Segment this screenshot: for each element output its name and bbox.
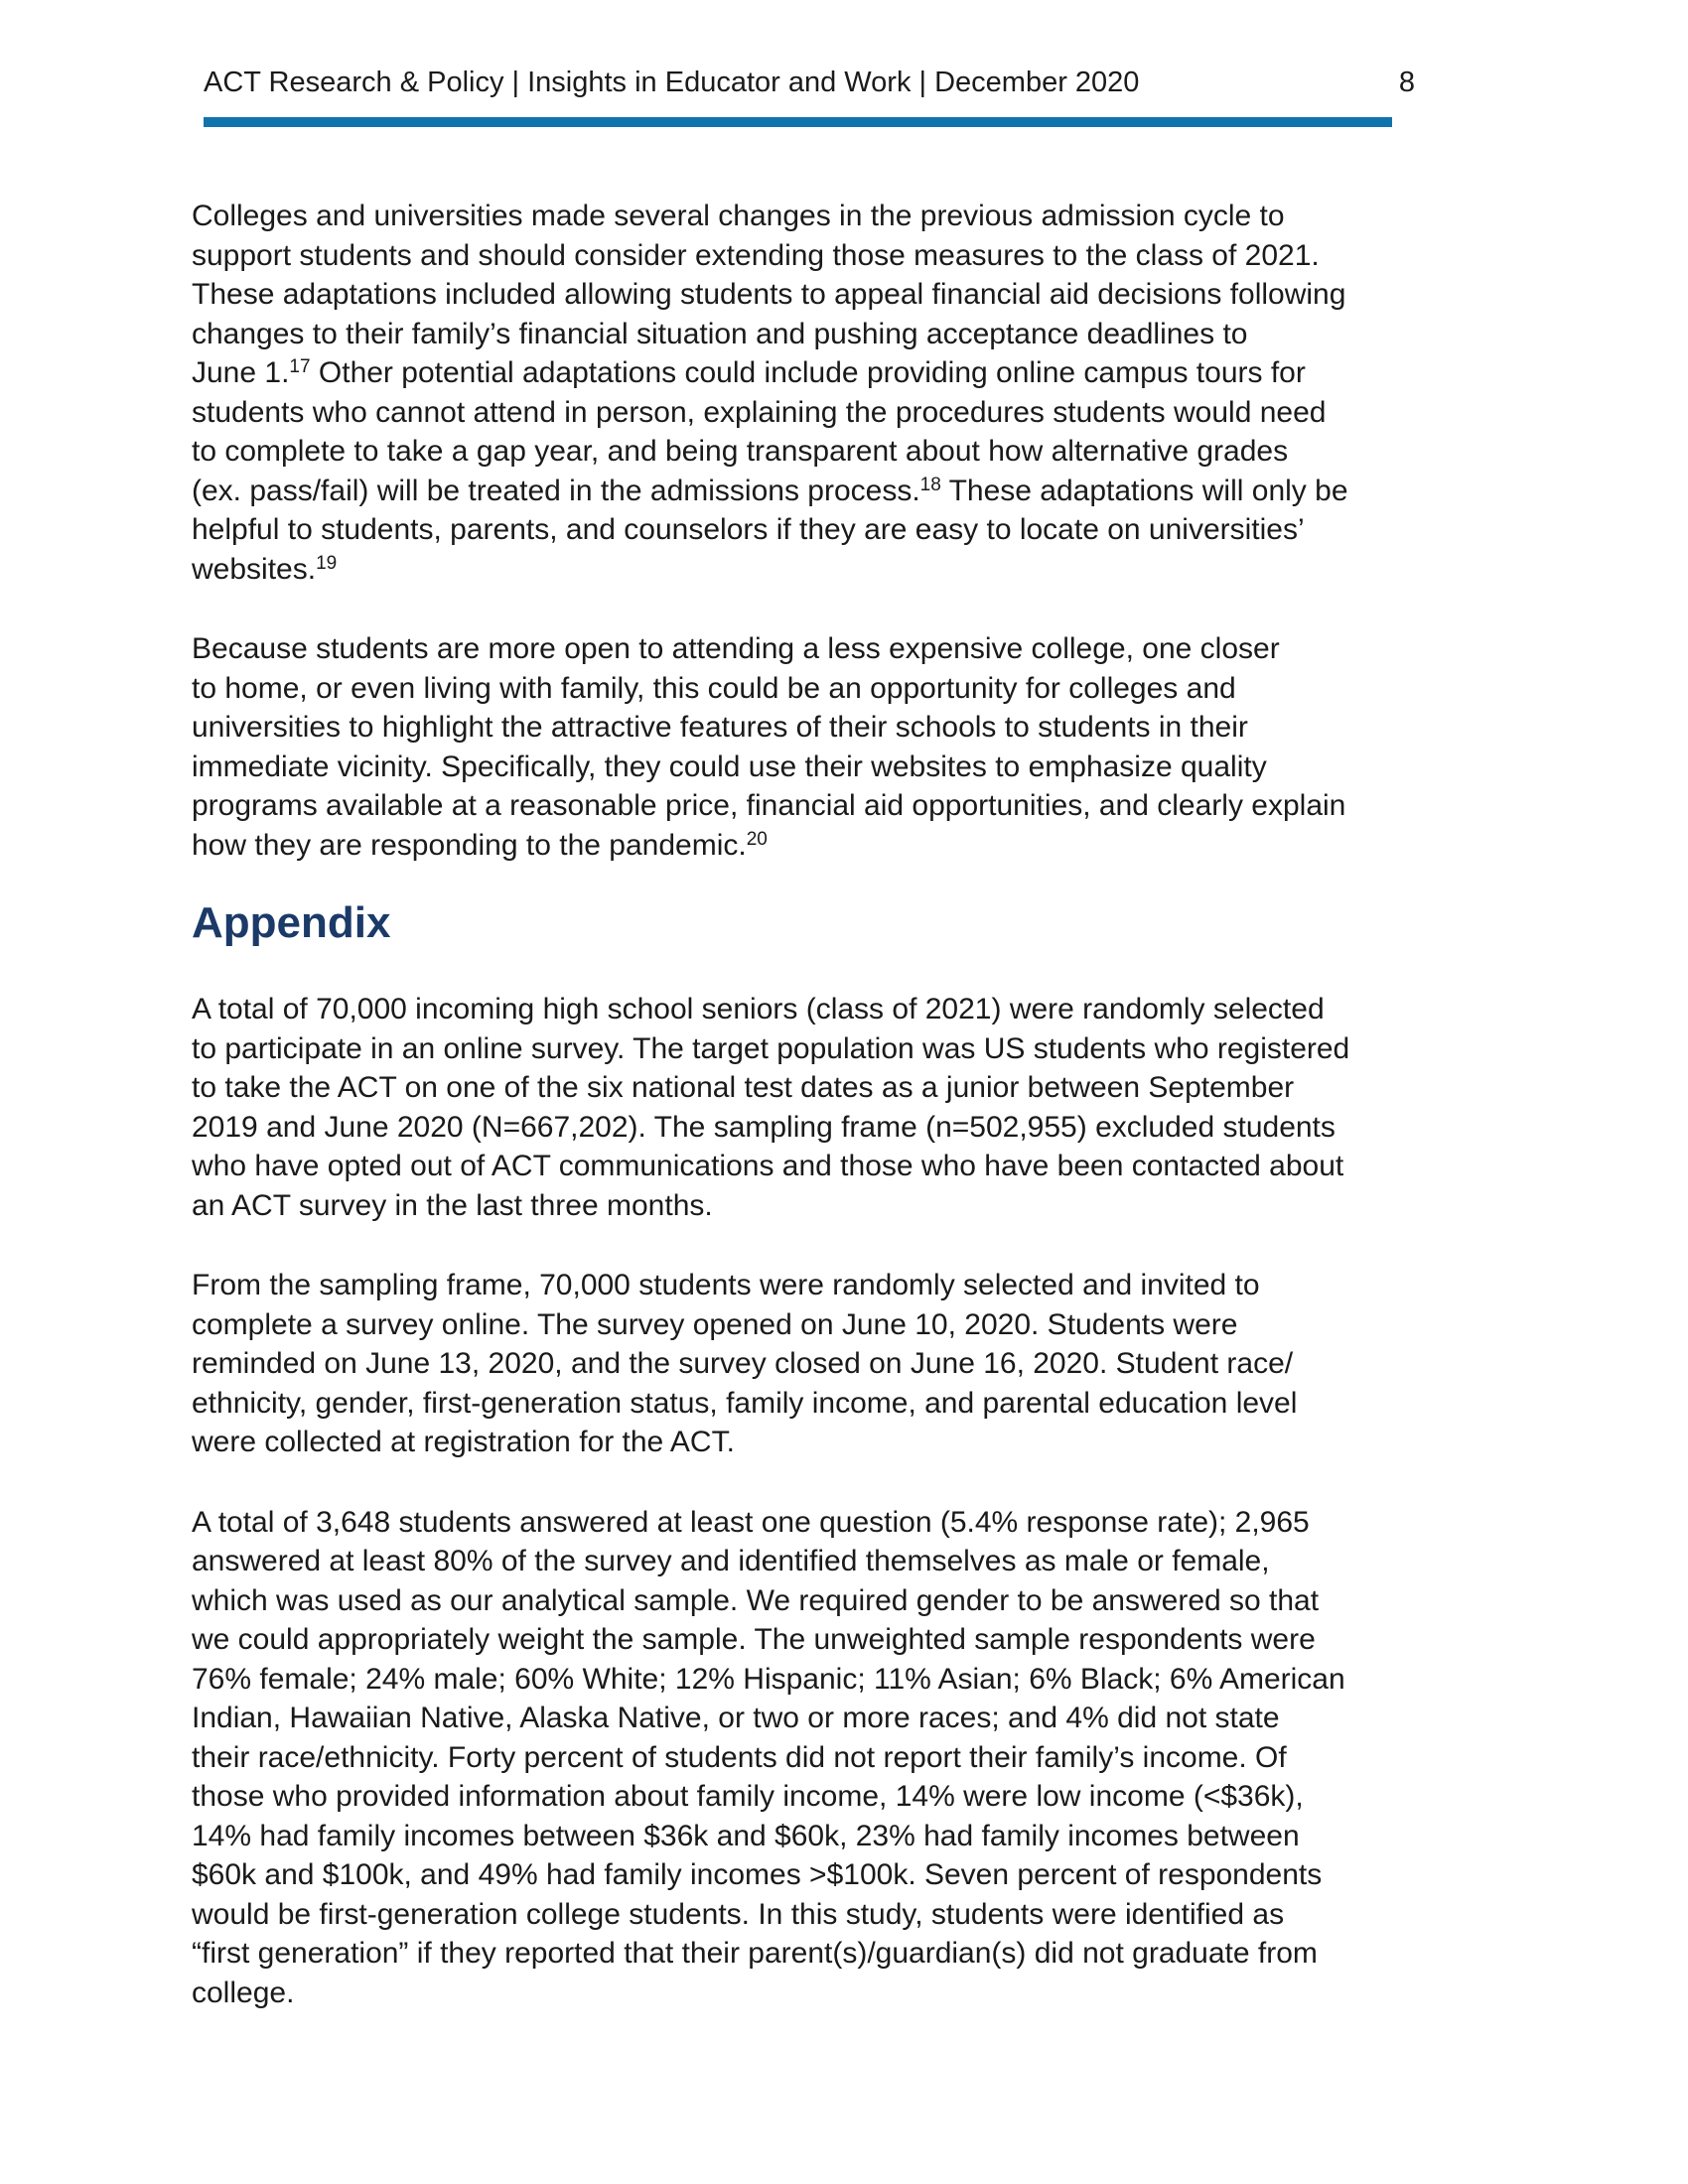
text-line: websites.$^{19}$: [192, 552, 338, 586]
paragraph: [192, 1266, 1349, 1462]
text-line: which was used as our analytical sample. We required gender to be answered so that: [192, 1583, 1320, 1617]
text-line: A total of 70,000 incoming high school seniors (class of 2021) were randomly selected: [192, 993, 1325, 1025]
footnote-ref: 20: [746, 828, 768, 850]
text-line: complete a survey online. The survey opened on June 10, 2020. Students were: [192, 1307, 1238, 1341]
text-line: Indian, Hawaiian Native, Alaska Native, or two or more races; and 4% did not state: [192, 1702, 1280, 1734]
text-line: were collected at registration for the ACT.: [192, 1426, 735, 1458]
paragraph: [192, 629, 1348, 865]
page-number: 8: [1398, 67, 1415, 98]
text-line: their race/ethnicity. Forty percent of students did not report their family’s income. Of: [192, 1740, 1287, 1774]
text-line: “first generation” if they reported that their parent(s)/guardian(s) did not graduate from: [192, 1937, 1318, 1970]
text-line: those who provided information about family income, 14% were low income (<$36k),: [192, 1780, 1304, 1813]
paragraph: [192, 990, 1349, 1225]
text-line: June 1.17 Other potential adaptations could include providing online campus tours for: [192, 356, 1306, 389]
text-line: to home, or even living with family, this could be an opportunity for colleges and: [192, 671, 1236, 705]
text-line: Because students are more open to attending a less expensive college, one closer: [192, 632, 1280, 665]
text-line: support students and should consider extending those measures to the class of 2021.: [192, 238, 1320, 272]
text-line: college.: [192, 1976, 295, 2009]
text-line: From the sampling frame, 70,000 students were randomly selected and invited to: [192, 1269, 1260, 1301]
text-line: universities to highlight the attractive features of their schools to students in their: [192, 711, 1248, 744]
text-line: Colleges and universities made several changes in the previous admission cycle to: [192, 200, 1285, 232]
text-line: helpful to students, parents, and counselors if they are easy to locate on universities’: [192, 513, 1305, 546]
text-line: students who cannot attend in person, explaining the procedures students would need: [192, 395, 1327, 429]
text-line: to take the ACT on one of the six national test dates as a junior between September: [192, 1071, 1295, 1104]
text-line: to participate in an online survey. The target population was US students who registered: [192, 1031, 1350, 1065]
text-line: ethnicity, gender, first-generation status, family income, and parental education level: [192, 1386, 1298, 1420]
appendix-heading: Appendix: [192, 898, 391, 947]
page-header: [204, 66, 1415, 99]
text-line: to complete to take a gap year, and being transparent about how alternative grades: [192, 435, 1289, 468]
text-line: answered at least 80% of the survey and identified themselves as male or female,: [192, 1545, 1270, 1577]
footnote-ref: 18: [919, 474, 941, 495]
paragraph: [192, 1503, 1349, 2013]
text-line: These adaptations included allowing students to appeal financial aid decisions following: [192, 278, 1346, 311]
text-line: 14% had family incomes between $36k and $60k, 23% had family incomes between: [192, 1819, 1300, 1852]
intro-paragraphs: [192, 197, 1348, 905]
text-line: who have opted out of ACT communications and those who have been contacted about: [192, 1150, 1344, 1182]
document-body: [192, 127, 1688, 2053]
footnote-ref: 17: [289, 356, 311, 377]
text-line: $60k and $100k, and 49% had family incomes >$100k. Seven percent of respondents: [192, 1858, 1323, 1891]
text-line: how they are responding to the pandemic.$^{20}$: [192, 828, 768, 862]
text-line: immediate vicinity. Specifically, they could use their websites to emphasize quality: [192, 750, 1267, 783]
appendix-paragraphs: [192, 990, 1349, 2053]
text-line: 76% female; 24% male; 60% White; 12% Hispanic; 11% Asian; 6% Black; 6% American: [192, 1662, 1345, 1696]
paragraph: [192, 197, 1348, 589]
text-line: would be first-generation college students. In this study, students were identified as: [192, 1897, 1285, 1931]
footnote-ref: 19: [316, 552, 338, 574]
text-line: we could appropriately weight the sample. The unweighted sample respondents were: [192, 1623, 1316, 1656]
text-line: A total of 3,648 students answered at least one question (5.4% response rate); 2,965: [192, 1505, 1310, 1539]
text-line: (ex. pass/fail) will be treated in the admissions process.$^{18}$ These adaptations will only be: [192, 474, 1348, 507]
text-line: reminded on June 13, 2020, and the survey closed on June 16, 2020. Student race/: [192, 1347, 1294, 1380]
text-line: changes to their family’s financial situation and pushing acceptance deadlines to: [192, 317, 1248, 350]
text-line: programs available at a reasonable price, financial aid opportunities, and clearly explain: [192, 789, 1346, 822]
header-rule: [204, 117, 1392, 127]
text-line: 2019 and June 2020 (N=667,202). The sampling frame (n=502,955) excluded students: [192, 1110, 1336, 1144]
header-title: ACT Research & Policy | Insights in Educator and Work | December 2020: [204, 67, 1140, 98]
text-line: an ACT survey in the last three months.: [192, 1188, 713, 1222]
